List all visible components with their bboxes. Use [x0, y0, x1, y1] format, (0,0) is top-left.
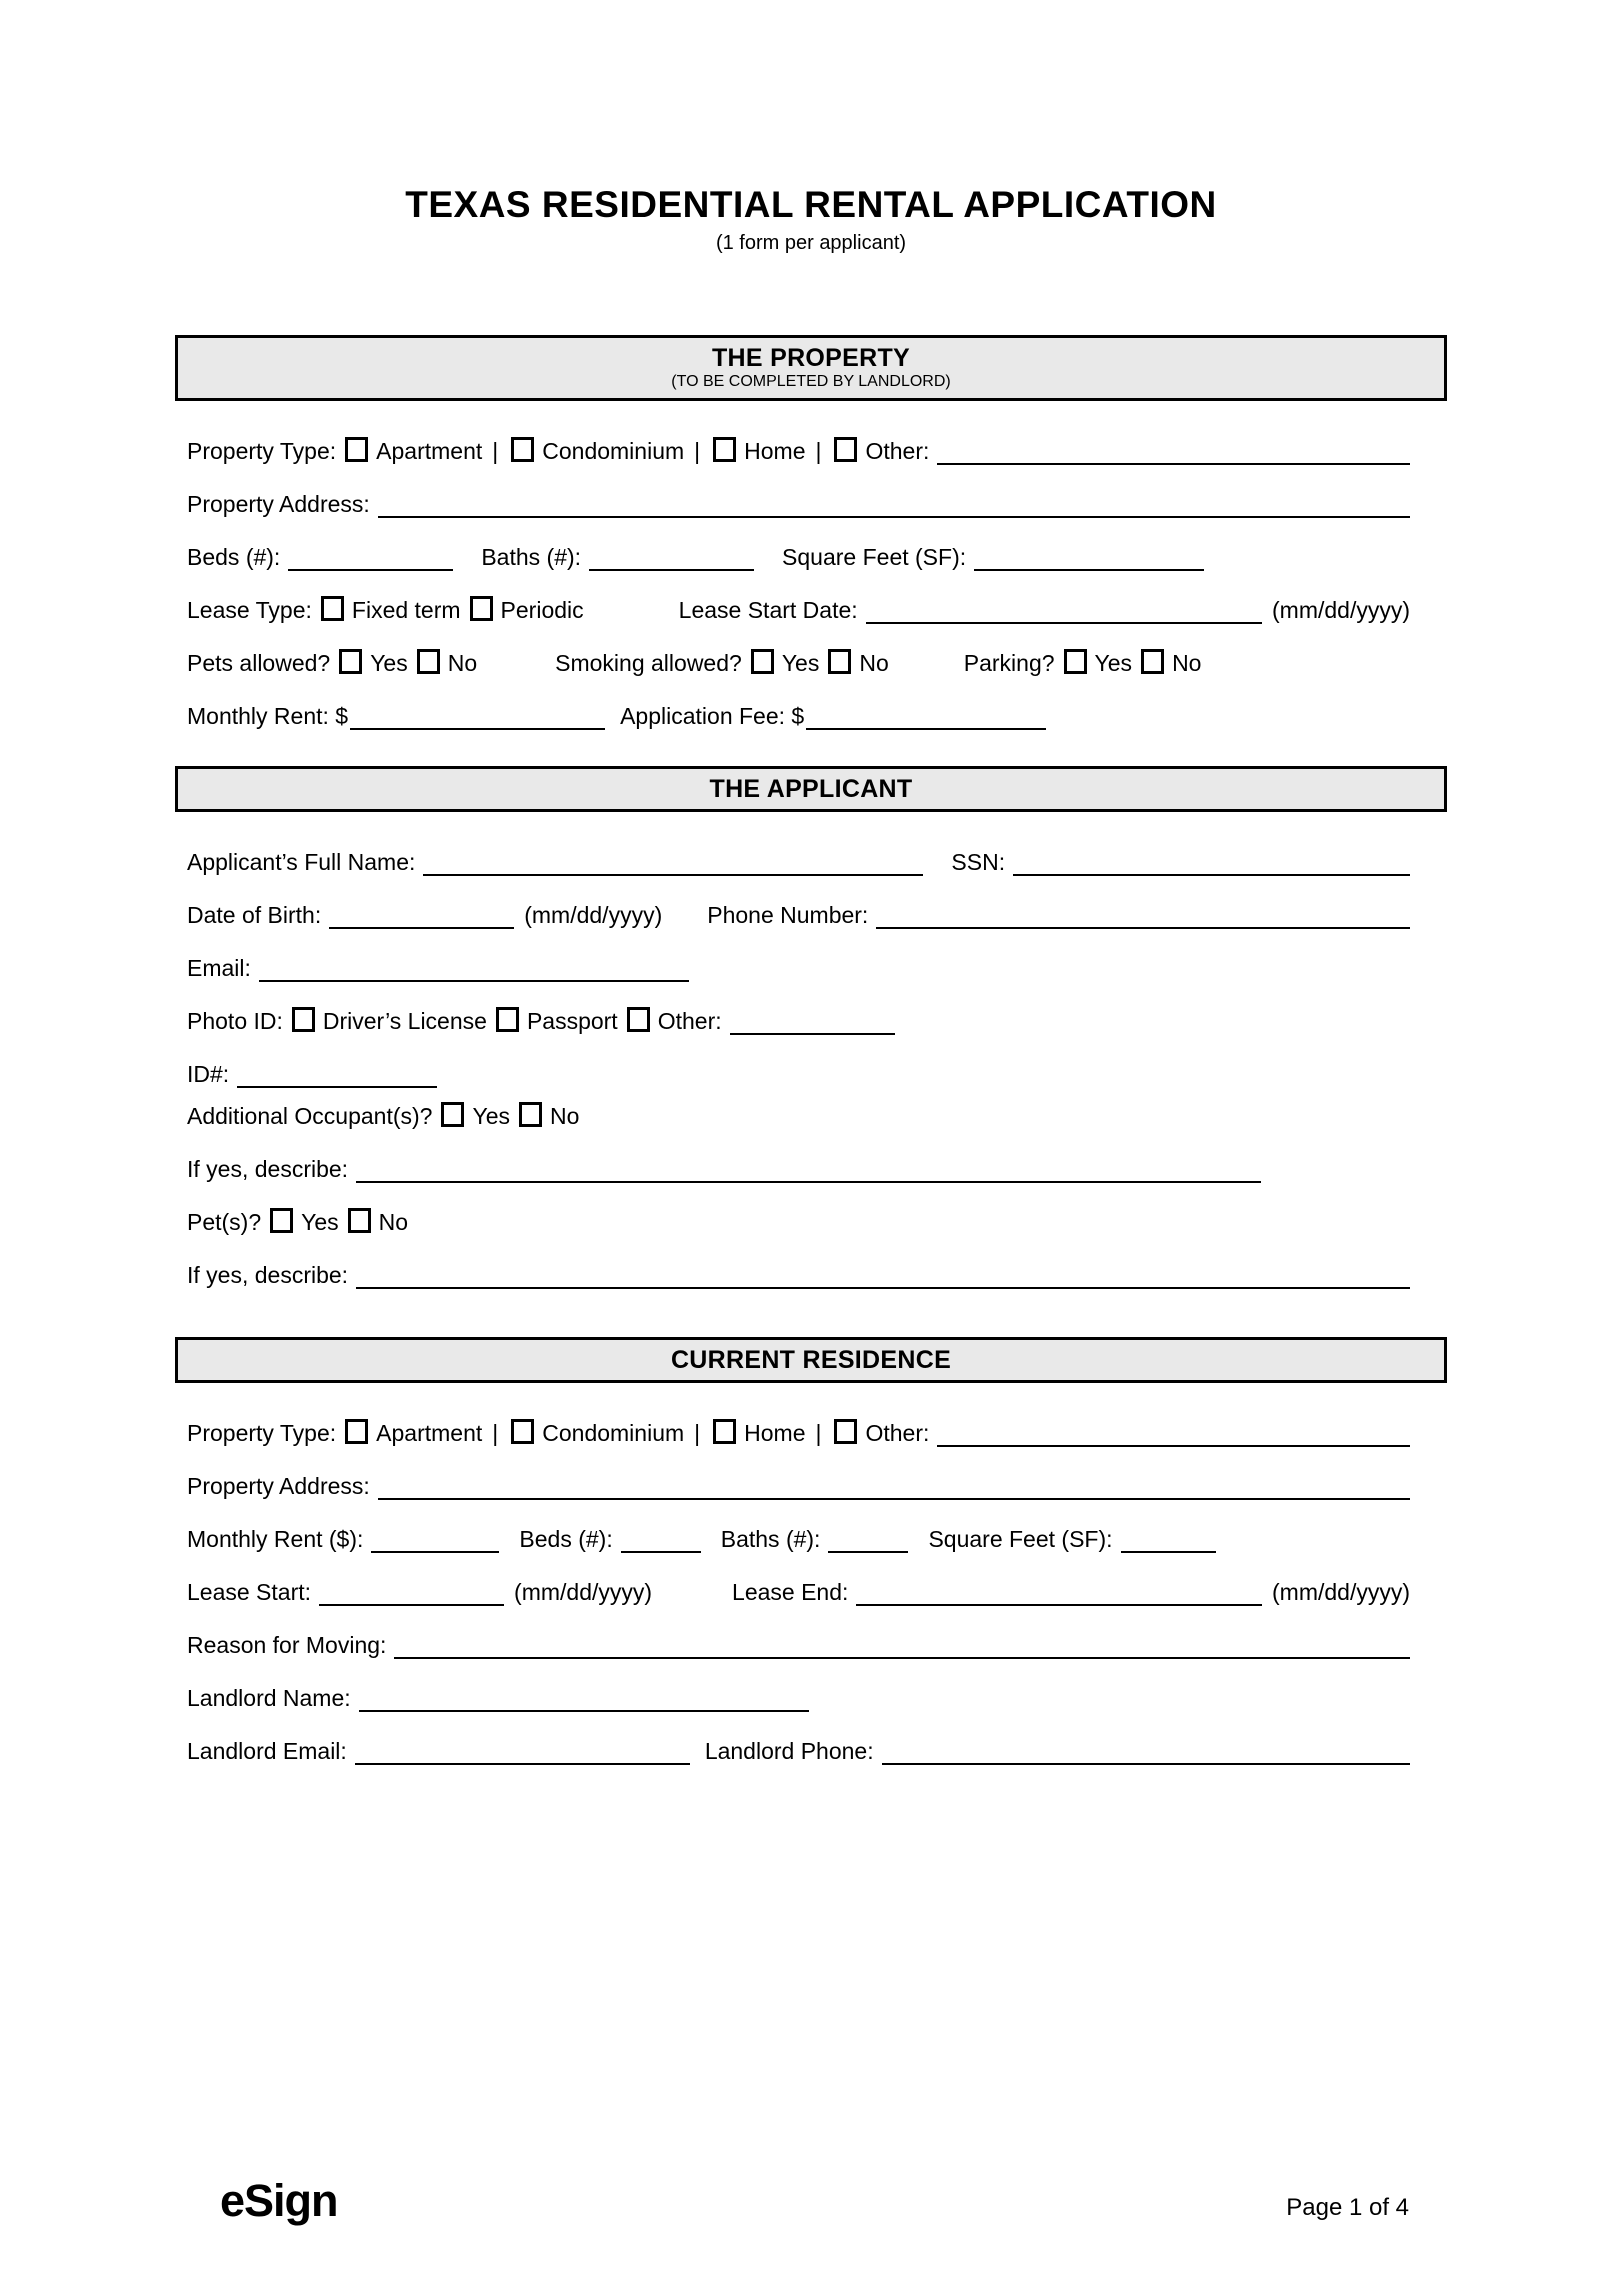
pets-no-checkbox[interactable]	[417, 649, 440, 674]
sqft-label: Square Feet (SF):	[782, 544, 967, 570]
separator-pipe: |	[815, 438, 822, 464]
reason-moving-row	[187, 1625, 1410, 1659]
dob-label: Date of Birth:	[187, 902, 322, 928]
lease-type-label: Lease Type:	[187, 597, 312, 623]
beds-field[interactable]	[288, 541, 453, 571]
esign-logo: eSign	[220, 2175, 338, 2226]
residence-baths-field[interactable]	[828, 1523, 908, 1553]
lease-start-date-label: Lease Start Date:	[678, 597, 858, 623]
drivers-license-label: Driver’s License	[322, 1008, 487, 1034]
residence-address-field[interactable]	[378, 1470, 1410, 1500]
separator-pipe: |	[492, 1420, 499, 1446]
sqft-field[interactable]	[974, 541, 1204, 571]
email-field[interactable]	[259, 952, 689, 982]
residence-section-header	[175, 1337, 1447, 1383]
occupants-no-checkbox[interactable]	[519, 1102, 542, 1127]
pets-smoking-parking-row	[187, 643, 1410, 677]
phone-field[interactable]	[876, 899, 1410, 929]
residence-sqft-label: Square Feet (SF):	[928, 1526, 1113, 1552]
date-format-hint: (mm/dd/yyyy)	[514, 1579, 653, 1605]
residence-lease-start-field[interactable]	[319, 1576, 504, 1606]
page-title: TEXAS RESIDENTIAL RENTAL APPLICATION	[405, 184, 1217, 225]
apartment-label: Apartment	[376, 438, 483, 464]
landlord-name-row	[187, 1678, 1410, 1712]
parking-yes-label: Yes	[1094, 650, 1133, 676]
residence-sqft-field[interactable]	[1121, 1523, 1216, 1553]
residence-lease-end-field[interactable]	[856, 1576, 1262, 1606]
fixed-term-label: Fixed term	[351, 597, 461, 623]
residence-address-row	[187, 1466, 1410, 1500]
passport-label: Passport	[526, 1008, 618, 1034]
property-section-header	[175, 335, 1447, 401]
ssn-label: SSN:	[951, 849, 1006, 875]
residence-lease-end-label: Lease End:	[732, 1579, 849, 1605]
smoking-no-checkbox[interactable]	[828, 649, 851, 674]
separator-pipe: |	[492, 438, 499, 464]
applicant-pets-yes-label: Yes	[301, 1209, 339, 1235]
reason-moving-label: Reason for Moving:	[187, 1632, 387, 1658]
page-footer	[220, 2175, 1409, 2226]
landlord-contact-row	[187, 1731, 1410, 1765]
beds-baths-sqft-row	[187, 537, 1410, 571]
applicant-section-header	[175, 766, 1447, 812]
condominium-checkbox[interactable]	[511, 437, 534, 462]
date-format-hint: (mm/dd/yyyy)	[1272, 1579, 1410, 1605]
id-number-field[interactable]	[237, 1058, 437, 1088]
id-number-label: ID#:	[187, 1061, 230, 1087]
date-format-hint: (mm/dd/yyyy)	[1272, 597, 1410, 623]
residence-other-label: Other:	[865, 1420, 930, 1446]
pets-describe-row	[187, 1255, 1410, 1289]
pets-no-label: No	[447, 650, 478, 676]
baths-label: Baths (#):	[481, 544, 582, 570]
residence-type-other-field[interactable]	[937, 1417, 1410, 1447]
residence-condominium-label: Condominium	[542, 1420, 685, 1446]
occupants-describe-row	[187, 1149, 1410, 1183]
applicant-pets-no-label: No	[378, 1209, 409, 1235]
email-label: Email:	[187, 955, 251, 981]
occupants-yes-label: Yes	[472, 1103, 510, 1129]
photo-id-other-checkbox[interactable]	[627, 1007, 650, 1032]
occupants-describe-field[interactable]	[356, 1153, 1261, 1183]
phone-label: Phone Number:	[707, 902, 869, 928]
dob-phone-row	[187, 895, 1410, 929]
beds-label: Beds (#):	[187, 544, 281, 570]
parking-yes-checkbox[interactable]	[1064, 649, 1087, 674]
full-name-field[interactable]	[423, 846, 923, 876]
residence-home-checkbox[interactable]	[713, 1419, 736, 1444]
residence-home-label: Home	[744, 1420, 806, 1446]
applicant-pets-label: Pet(s)?	[187, 1209, 262, 1235]
rent-fee-row	[187, 696, 1410, 730]
separator-pipe: |	[694, 438, 701, 464]
full-name-label: Applicant’s Full Name:	[187, 849, 416, 875]
pets-yes-checkbox[interactable]	[339, 649, 362, 674]
property-address-field[interactable]	[378, 488, 1410, 518]
residence-apartment-checkbox[interactable]	[345, 1419, 368, 1444]
parking-no-label: No	[1172, 650, 1202, 676]
home-label: Home	[744, 438, 806, 464]
separator-pipe: |	[694, 1420, 701, 1446]
occupants-describe-label: If yes, describe:	[187, 1156, 349, 1182]
fixed-term-checkbox[interactable]	[321, 596, 344, 621]
residence-section-title: CURRENT RESIDENCE	[670, 1346, 952, 1374]
residence-monthly-rent-label: Monthly Rent ($):	[187, 1526, 364, 1552]
lease-start-date-field[interactable]	[866, 594, 1262, 624]
residence-address-label: Property Address:	[187, 1473, 370, 1499]
landlord-phone-field[interactable]	[882, 1735, 1410, 1765]
passport-checkbox[interactable]	[496, 1007, 519, 1032]
application-fee-field[interactable]	[806, 700, 1046, 730]
id-number-row	[187, 1054, 1410, 1088]
photo-id-other-label: Other:	[657, 1008, 722, 1034]
property-type-row	[187, 431, 1410, 465]
document-page	[175, 183, 1447, 1765]
periodic-checkbox[interactable]	[470, 596, 493, 621]
residence-other-checkbox[interactable]	[834, 1419, 857, 1444]
pets-allowed-label: Pets allowed?	[187, 650, 331, 676]
residence-monthly-rent-field[interactable]	[371, 1523, 499, 1553]
residence-beds-label: Beds (#):	[519, 1526, 613, 1552]
landlord-phone-label: Landlord Phone:	[704, 1738, 874, 1764]
applicant-pets-no-checkbox[interactable]	[348, 1208, 371, 1233]
landlord-name-field[interactable]	[359, 1682, 809, 1712]
baths-field[interactable]	[589, 541, 754, 571]
parking-no-checkbox[interactable]	[1141, 649, 1164, 674]
additional-occupants-row	[187, 1096, 1410, 1130]
applicant-section-title: THE APPLICANT	[709, 775, 913, 803]
pets-describe-label: If yes, describe:	[187, 1262, 349, 1288]
smoking-no-label: No	[859, 650, 889, 676]
lease-type-row	[187, 590, 1410, 624]
dob-field[interactable]	[329, 899, 514, 929]
apartment-checkbox[interactable]	[345, 437, 368, 462]
additional-occupants-label: Additional Occupant(s)?	[187, 1103, 433, 1129]
periodic-label: Periodic	[500, 597, 584, 623]
residence-baths-label: Baths (#):	[720, 1526, 821, 1552]
property-address-row	[187, 484, 1410, 518]
parking-label: Parking?	[963, 650, 1055, 676]
smoking-yes-label: Yes	[781, 650, 820, 676]
smoking-allowed-label: Smoking allowed?	[555, 650, 742, 676]
photo-id-label: Photo ID:	[187, 1008, 283, 1034]
property-section-body	[175, 401, 1447, 730]
applicant-pets-row	[187, 1202, 1410, 1236]
residence-type-row	[187, 1413, 1410, 1447]
home-checkbox[interactable]	[713, 437, 736, 462]
page-indicator: Page 1 of 4	[1286, 2194, 1409, 2222]
occupants-no-label: No	[550, 1103, 580, 1129]
landlord-name-label: Landlord Name:	[187, 1685, 351, 1711]
residence-section-body	[175, 1383, 1447, 1765]
date-format-hint: (mm/dd/yyyy)	[524, 902, 663, 928]
full-name-ssn-row	[187, 842, 1410, 876]
separator-pipe: |	[815, 1420, 822, 1446]
residence-rent-beds-row	[187, 1519, 1410, 1553]
pets-yes-label: Yes	[370, 650, 408, 676]
email-row	[187, 948, 1410, 982]
pets-describe-field[interactable]	[356, 1259, 1410, 1289]
property-type-label: Property Type:	[187, 438, 337, 464]
condominium-label: Condominium	[542, 438, 685, 464]
property-section-subtitle: (TO BE COMPLETED BY LANDLORD)	[671, 373, 951, 390]
applicant-section-body	[175, 812, 1447, 1289]
ssn-field[interactable]	[1013, 846, 1410, 876]
page-subtitle: (1 form per applicant)	[715, 232, 907, 254]
landlord-email-label: Landlord Email:	[187, 1738, 347, 1764]
property-address-label: Property Address:	[187, 491, 370, 517]
occupants-yes-checkbox[interactable]	[441, 1102, 464, 1127]
residence-type-label: Property Type:	[187, 1420, 337, 1446]
monthly-rent-field[interactable]	[350, 700, 605, 730]
residence-condominium-checkbox[interactable]	[511, 1419, 534, 1444]
reason-moving-field[interactable]	[394, 1629, 1410, 1659]
application-fee-label: Application Fee: $	[620, 703, 805, 729]
residence-lease-start-label: Lease Start:	[187, 1579, 312, 1605]
residence-beds-field[interactable]	[621, 1523, 701, 1553]
smoking-yes-checkbox[interactable]	[751, 649, 774, 674]
landlord-email-field[interactable]	[355, 1735, 690, 1765]
monthly-rent-label: Monthly Rent: $	[187, 703, 349, 729]
residence-lease-dates-row	[187, 1572, 1410, 1606]
residence-apartment-label: Apartment	[376, 1420, 483, 1446]
property-type-other-field[interactable]	[937, 435, 1410, 465]
property-section-title: THE PROPERTY	[711, 344, 911, 372]
photo-id-row	[187, 1001, 1410, 1035]
drivers-license-checkbox[interactable]	[292, 1007, 315, 1032]
applicant-pets-yes-checkbox[interactable]	[270, 1208, 293, 1233]
photo-id-other-field[interactable]	[730, 1005, 895, 1035]
other-checkbox[interactable]	[834, 437, 857, 462]
other-label: Other:	[865, 438, 930, 464]
